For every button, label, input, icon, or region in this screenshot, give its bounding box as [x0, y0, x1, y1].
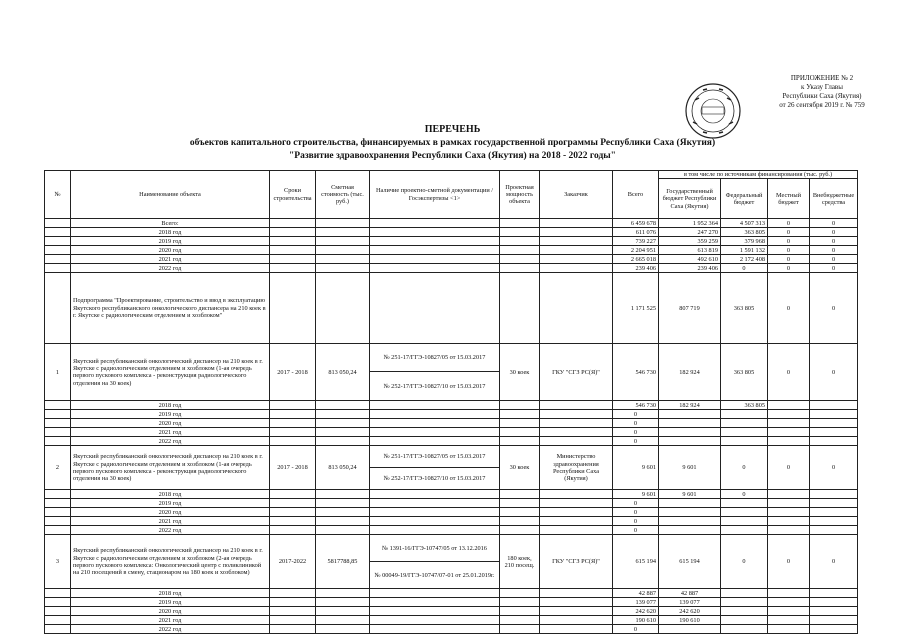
object-doc: № 1391-16/ГГЭ-10747/05 от 13.12.2016	[370, 535, 500, 562]
year-label: 2020 год	[71, 508, 270, 517]
header-num: №	[45, 171, 71, 219]
value-cell: 0	[613, 499, 659, 508]
value-cell: 546 730	[613, 344, 659, 401]
value-cell: 546 730	[613, 401, 659, 410]
year-label: 2020 год	[71, 419, 270, 428]
value-cell: 0	[810, 228, 858, 237]
header-customer: Заказчик	[540, 171, 613, 219]
table-row	[45, 255, 858, 264]
value-cell: 0	[810, 219, 858, 228]
value-cell: 2 172 408	[721, 255, 768, 264]
year-label: 2022 год	[71, 526, 270, 535]
header-federal-budget: Федеральный бюджет	[721, 179, 768, 219]
totals-label: Всего:	[71, 219, 270, 228]
year-label: 2019 год	[71, 237, 270, 246]
subprogram-row	[45, 273, 858, 344]
table-row	[45, 490, 858, 499]
table-row	[45, 401, 858, 410]
header-capacity: Проектная мощность объекта	[500, 171, 540, 219]
appendix-line: Республики Саха (Якутия)	[782, 92, 862, 100]
value-cell: 0	[613, 526, 659, 535]
subprogram-name: Подпрограмма "Проектирование, строительство и ввод в эксплуатацию Якутского республиканского онкологического диспансера на 210 коек в г. Якутске с радиологическим отделением и хозблоком"	[71, 273, 270, 344]
header-extra-funds: Внебюджетные средства	[810, 179, 858, 219]
value-cell: 139 077	[613, 598, 659, 607]
header-cost: Сметная стоимость (тыс. руб.)	[316, 171, 370, 219]
value-cell: 182 924	[659, 344, 721, 401]
value-cell: 1 171 525	[613, 273, 659, 344]
value-cell: 0	[810, 446, 858, 490]
program-name: "Развитие здравоохранения Республики Саха (Якутия) на 2018 - 2022 годы"	[289, 151, 616, 161]
value-cell: 0	[768, 535, 810, 589]
object-row	[45, 446, 858, 468]
value-cell: 242 620	[613, 607, 659, 616]
table-row	[45, 508, 858, 517]
table-row	[45, 237, 858, 246]
year-label: 2021 год	[71, 428, 270, 437]
object-doc: № 251-17/ГГЭ-10827/05 от 15.03.2017	[370, 344, 500, 372]
value-cell: 363 805	[721, 401, 768, 410]
header-terms: Сроки строительства	[270, 171, 316, 219]
value-cell: 190 610	[613, 616, 659, 625]
value-cell: 0	[721, 535, 768, 589]
header-name: Наименование объекта	[71, 171, 270, 219]
value-cell: 42 887	[659, 589, 721, 598]
value-cell: 139 077	[659, 598, 721, 607]
table-row	[45, 264, 858, 273]
object-cost: 813 050,24	[316, 446, 370, 490]
header-total: Всего	[613, 171, 659, 219]
value-cell: 0	[768, 273, 810, 344]
value-cell: 182 924	[659, 401, 721, 410]
object-name: Якутский республиканский онкологический диспансер на 210 коек в г. Якутске с радиологическим отделением и хозблоком (1-ая очередь первого пускового комплекса - реконструкция радиологического отделения на 30 коек)	[71, 344, 270, 401]
value-cell: 0	[810, 535, 858, 589]
value-cell: 1 952 364	[659, 219, 721, 228]
year-label: 2021 год	[71, 255, 270, 264]
value-cell: 0	[768, 255, 810, 264]
header-local-budget: Местный бюджет	[768, 179, 810, 219]
header-sources: в том числе по источникам финансирования (тыс. руб.)	[659, 171, 858, 179]
value-cell: 9 601	[659, 446, 721, 490]
object-capacity: 30 коек	[500, 344, 540, 401]
value-cell: 0	[721, 446, 768, 490]
value-cell: 0	[810, 273, 858, 344]
table-row	[45, 428, 858, 437]
object-doc: № 252-17/ГГЭ-10827/10 от 15.03.2017	[370, 468, 500, 490]
value-cell: 615 194	[613, 535, 659, 589]
object-row	[45, 344, 858, 372]
value-cell: 0	[768, 237, 810, 246]
value-cell: 0	[768, 228, 810, 237]
year-label: 2019 год	[71, 410, 270, 419]
value-cell: 359 259	[659, 237, 721, 246]
value-cell: 1 591 132	[721, 246, 768, 255]
value-cell: 0	[810, 255, 858, 264]
object-terms: 2017 - 2018	[270, 446, 316, 490]
object-name: Якутский республиканский онкологический диспансер на 210 коек в г. Якутске с радиологическим отделением и хозблоком (1-ая очередь первого пускового комплекса - реконструкция радиологического отделения на 30 коек)	[71, 446, 270, 490]
value-cell: 4 507 313	[721, 219, 768, 228]
object-cost: 5817788,85	[316, 535, 370, 589]
appendix-line: ПРИЛОЖЕНИЕ № 2	[790, 74, 854, 82]
year-label: 2022 год	[71, 437, 270, 446]
document-subtitle: объектов капитального строительства, финансируемых в рамках государственной программы Республики Саха (Якутия)	[189, 138, 716, 148]
value-cell: 0	[810, 264, 858, 273]
year-label: 2019 год	[71, 598, 270, 607]
table-row	[45, 228, 858, 237]
object-row	[45, 535, 858, 562]
value-cell: 492 610	[659, 255, 721, 264]
value-cell: 9 601	[659, 490, 721, 499]
year-label: 2018 год	[71, 589, 270, 598]
year-label: 2018 год	[71, 228, 270, 237]
year-label: 2018 год	[71, 401, 270, 410]
value-cell: 42 887	[613, 589, 659, 598]
object-terms: 2017-2022	[270, 535, 316, 589]
value-cell: 0	[810, 246, 858, 255]
object-terms: 2017 - 2018	[270, 344, 316, 401]
value-cell: 190 610	[659, 616, 721, 625]
value-cell: 0	[768, 219, 810, 228]
table-row	[45, 607, 858, 616]
value-cell: 9 601	[613, 446, 659, 490]
table-row	[45, 410, 858, 419]
table-row	[45, 437, 858, 446]
value-cell: 739 227	[613, 237, 659, 246]
value-cell: 0	[768, 264, 810, 273]
appendix-block	[747, 74, 897, 110]
value-cell: 363 805	[721, 228, 768, 237]
year-label: 2022 год	[71, 625, 270, 634]
value-cell: 0	[613, 625, 659, 634]
value-cell: 379 968	[721, 237, 768, 246]
table-row	[45, 625, 858, 634]
year-label: 2020 год	[71, 246, 270, 255]
value-cell: 0	[768, 344, 810, 401]
value-cell: 613 819	[659, 246, 721, 255]
value-cell: 0	[613, 410, 659, 419]
year-label: 2021 год	[71, 517, 270, 526]
value-cell: 0	[613, 419, 659, 428]
object-customer: Министерство здравоохранения Республики Саха (Якутия)	[540, 446, 613, 490]
object-capacity: 30 коек	[500, 446, 540, 490]
value-cell: 2 665 018	[613, 255, 659, 264]
value-cell: 0	[768, 246, 810, 255]
value-cell: 9 601	[613, 490, 659, 499]
value-cell: 0	[613, 517, 659, 526]
table-row	[45, 499, 858, 508]
year-label: 2018 год	[71, 490, 270, 499]
value-cell: 807 719	[659, 273, 721, 344]
value-cell: 239 406	[659, 264, 721, 273]
table-row	[45, 246, 858, 255]
table-row	[45, 419, 858, 428]
year-label: 2022 год	[71, 264, 270, 273]
object-doc: № 251-17/ГГЭ-10827/05 от 15.03.2017	[370, 446, 500, 468]
header-docs: Наличие проектно-сметной документации / Госэкспертизы <1>	[370, 171, 500, 219]
value-cell: 242 620	[659, 607, 721, 616]
year-label: 2020 год	[71, 607, 270, 616]
value-cell: 363 805	[721, 344, 768, 401]
appendix-line: от 26 сентября 2019 г. № 759	[779, 101, 865, 109]
object-customer: ГКУ "СГЗ РС(Я)"	[540, 344, 613, 401]
table-row	[45, 219, 858, 228]
object-customer: ГКУ "СГЗ РС(Я)"	[540, 535, 613, 589]
value-cell: 6 459 678	[613, 219, 659, 228]
value-cell: 239 406	[613, 264, 659, 273]
value-cell: 363 805	[721, 273, 768, 344]
object-num: 1	[45, 344, 71, 401]
value-cell: 0	[810, 237, 858, 246]
object-name: Якутский республиканский онкологический диспансер на 210 коек в г. Якутске с радиологическим отделением и хозблоком (2-ая очередь первого пускового комплекса: Онкологический центр с поликлиникой на 210 посещений в смену, стационаром на 180 коек и хозблоком)	[71, 535, 270, 589]
object-doc: № 00049-19/ГГЭ-10747/07-01 от 25.01.2019г.	[370, 562, 500, 589]
object-num: 3	[45, 535, 71, 589]
table-row	[45, 589, 858, 598]
year-label: 2019 год	[71, 499, 270, 508]
value-cell: 0	[613, 508, 659, 517]
header-state-budget: Государственный бюджет Республики Саха (Якутия)	[659, 179, 721, 219]
table-row	[45, 526, 858, 535]
object-capacity: 180 коек, 210 посещ.	[500, 535, 540, 589]
value-cell: 0	[721, 490, 768, 499]
value-cell: 0	[613, 428, 659, 437]
object-cost: 813 050,24	[316, 344, 370, 401]
object-num: 2	[45, 446, 71, 490]
object-doc: № 252-17/ГГЭ-10827/10 от 15.03.2017	[370, 372, 500, 401]
table-row	[45, 616, 858, 625]
appendix-line: к Указу Главы	[801, 83, 843, 91]
table-row	[45, 598, 858, 607]
value-cell: 611 076	[613, 228, 659, 237]
value-cell: 0	[810, 344, 858, 401]
document-title: ПЕРЕЧЕНЬ	[424, 124, 481, 135]
value-cell: 0	[721, 264, 768, 273]
value-cell: 247 270	[659, 228, 721, 237]
objects-table	[44, 170, 858, 634]
year-label: 2021 год	[71, 616, 270, 625]
value-cell: 615 194	[659, 535, 721, 589]
value-cell: 0	[768, 446, 810, 490]
value-cell: 0	[613, 437, 659, 446]
table-row	[45, 517, 858, 526]
value-cell: 2 204 951	[613, 246, 659, 255]
